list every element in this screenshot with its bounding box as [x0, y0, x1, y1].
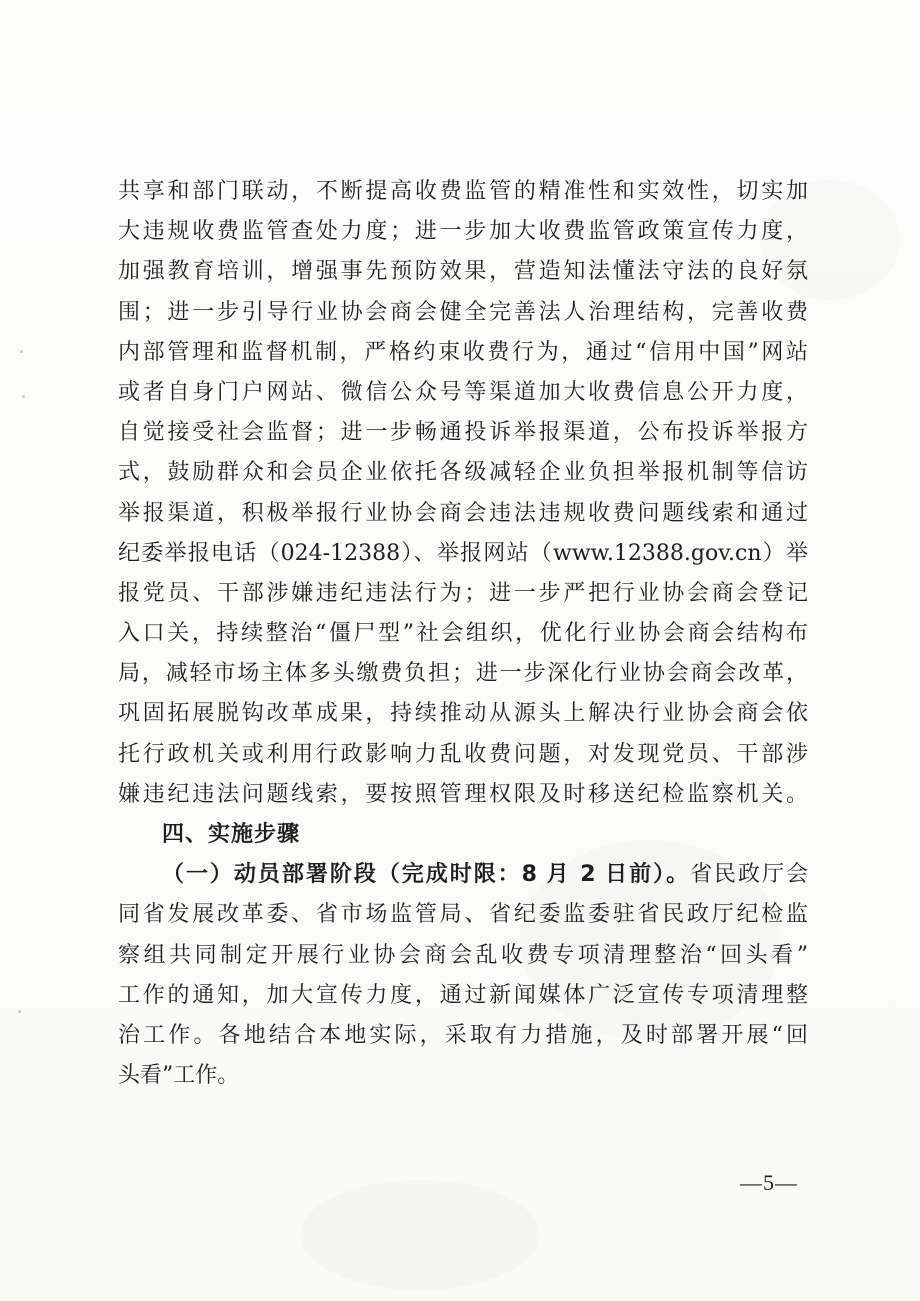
paragraph-line: 入口关，持续整治“僵尸型”社会组织，优化行业协会商会结构布 — [118, 621, 808, 647]
paragraph-line: 纪委举报电话（024-12388）、举报网站（www.12388.gov.cn）举 — [118, 540, 808, 566]
paragraph-line: 自觉接受社会监督；进一步畅通投诉举报渠道，公布投诉举报方 — [118, 420, 808, 446]
paper-stain — [300, 1180, 540, 1290]
paragraph-line: 巩固拓展脱钩改革成果，持续推动从源头上解决行业协会商会依 — [118, 701, 808, 727]
step-first-line — [118, 855, 808, 895]
paragraph-line: 头看”工作。 — [118, 1063, 240, 1089]
paragraph-line: 或者自身门户网站、微信公众号等渠道加大收费信息公开力度， — [118, 379, 808, 405]
paragraph-line: 内部管理和监督机制，严格约束收费行为，通过“信用中国”网站 — [118, 339, 808, 365]
paragraph-line: 举报渠道，积极举报行业协会商会违法违规收费问题线索和通过 — [118, 500, 808, 526]
paragraph-line: 工作的通知，加大宣传力度，通过新闻媒体广泛宣传专项清理整 — [118, 982, 808, 1008]
paragraph-line: 察组共同制定开展行业协会商会乱收费专项清理整治“回头看” — [118, 942, 808, 968]
document-body — [118, 172, 808, 1096]
step-line-rest: 省民政厅会 — [690, 862, 808, 888]
paragraph-line: 局，减轻市场主体多头缴费负担；进一步深化行业协会商会改革， — [118, 661, 808, 687]
paragraph-line: 共享和部门联动，不断提高收费监管的精准性和实效性，切实加 — [118, 179, 808, 204]
paragraph-line: 式，鼓励群众和会员企业依托各级减轻企业负担举报机制等信访 — [118, 460, 808, 486]
paper-speck — [20, 350, 23, 353]
paragraph-line: 托行政机关或利用行政影响力乱收费问题，对发现党员、干部涉 — [118, 741, 808, 767]
paper-speck — [18, 1010, 21, 1013]
section-heading: 四、实施步骤 — [162, 822, 301, 847]
paragraph-line: 报党员、干部涉嫌违纪违法行为；进一步严把行业协会商会登记 — [118, 580, 808, 606]
paragraph-line: 嫌违纪违法问题线索，要按照管理权限及时移送纪检监察机关。 — [118, 781, 808, 807]
paragraph-line: 治工作。各地结合本地实际，采取有力措施，及时部署开展“回 — [118, 1022, 808, 1048]
paragraph-line: 围；进一步引导行业协会商会健全完善法人治理结构，完善收费 — [118, 299, 808, 325]
paragraph-line: 大违规收费监管查处力度；进一步加大收费监管政策宣传力度， — [118, 219, 808, 245]
paragraph-line: 同省发展改革委、省市场监管局、省纪委监委驻省民政厅纪检监 — [118, 902, 808, 928]
paper-speck — [22, 395, 25, 398]
page-number: —5— — [740, 1170, 798, 1195]
paragraph-line: 加强教育培训，增强事先预防效果，营造知法懂法守法的良好氛 — [118, 259, 808, 285]
step-title: （一）动员部署阶段（完成时限：8 月 2 日前）。 — [162, 862, 691, 888]
